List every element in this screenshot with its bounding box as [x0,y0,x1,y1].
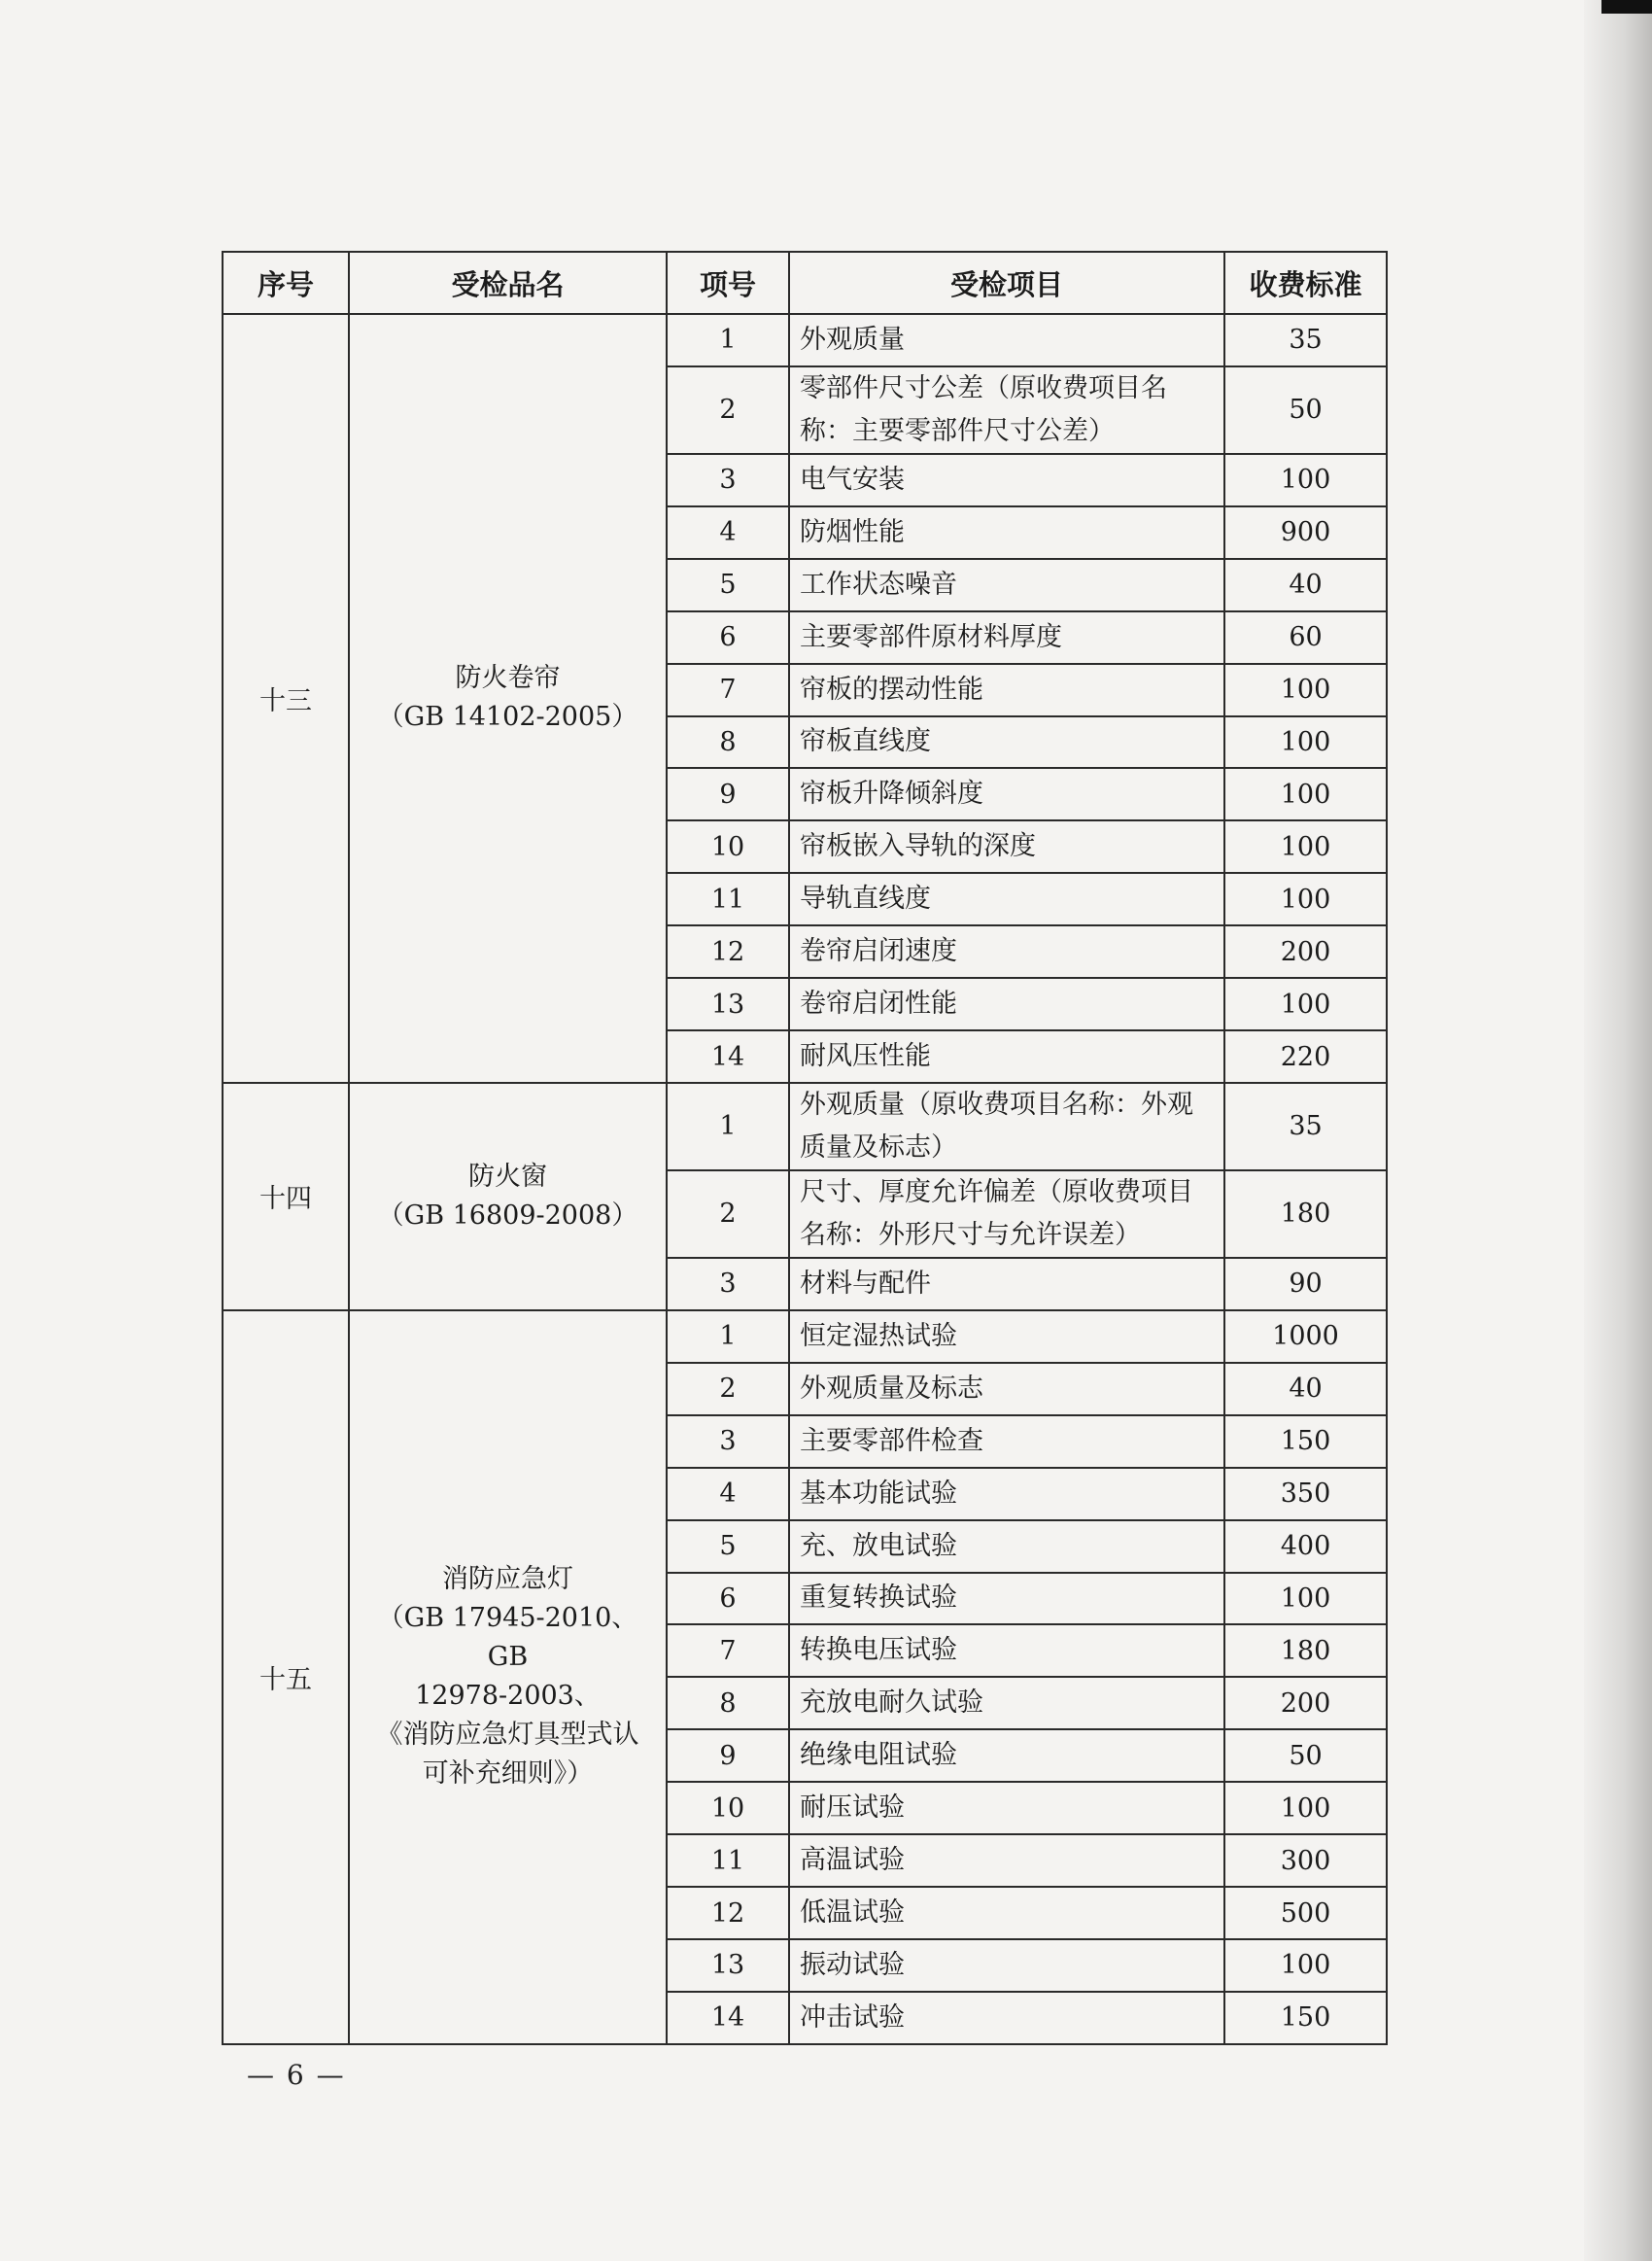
test-item: 重复转换试验 [789,1573,1224,1625]
product-name-line: （GB 16809-2008） [377,1200,638,1231]
fee-value: 90 [1224,1258,1387,1310]
header-fee: 收费标准 [1224,252,1387,314]
item-number: 1 [667,1310,789,1363]
test-item: 冲击试验 [789,1992,1224,2044]
item-number: 2 [667,366,789,454]
fee-value: 100 [1224,978,1387,1030]
test-item: 外观质量及标志 [789,1363,1224,1415]
item-number: 2 [667,1363,789,1415]
fee-value: 100 [1224,1782,1387,1834]
test-item: 外观质量（原收费项目名称：外观质量及标志） [789,1083,1224,1170]
test-item: 耐压试验 [789,1782,1224,1834]
fee-value: 200 [1224,1677,1387,1729]
fee-value: 100 [1224,820,1387,873]
fee-value: 200 [1224,925,1387,978]
fee-value: 100 [1224,768,1387,820]
fee-table-header [223,252,1387,314]
test-item: 绝缘电阻试验 [789,1729,1224,1782]
item-number: 5 [667,1520,789,1573]
item-number: 10 [667,820,789,873]
group-seq: 十四 [223,1083,349,1310]
fee-value: 500 [1224,1887,1387,1939]
test-item: 帘板的摆动性能 [789,664,1224,716]
test-item: 主要零部件原材料厚度 [789,611,1224,664]
product-name-line: 消防应急灯 [442,1564,573,1595]
test-item: 尺寸、厚度允许偏差（原收费项目名称：外形尺寸与允许误差） [789,1170,1224,1258]
fee-table-body [223,314,1387,2044]
fee-value: 35 [1224,1083,1387,1170]
item-number: 14 [667,1030,789,1083]
test-item: 卷帘启闭速度 [789,925,1224,978]
item-number: 1 [667,314,789,366]
item-number: 9 [667,1729,789,1782]
fee-value: 100 [1224,664,1387,716]
item-number: 10 [667,1782,789,1834]
test-item: 导轨直线度 [789,873,1224,925]
item-number: 6 [667,1573,789,1625]
test-item: 零部件尺寸公差（原收费项目名称：主要零部件尺寸公差） [789,366,1224,454]
test-item: 恒定湿热试验 [789,1310,1224,1363]
product-name-line: 防火卷帘 [455,663,561,694]
fee-value: 150 [1224,1992,1387,2044]
header-row [223,252,1387,314]
product-name-line: 《消防应急灯具型式认 [376,1720,639,1751]
fee-value: 100 [1224,873,1387,925]
group-seq: 十五 [223,1310,349,2044]
test-item: 低温试验 [789,1887,1224,1939]
item-number: 14 [667,1992,789,2044]
test-item: 防烟性能 [789,506,1224,559]
item-number: 9 [667,768,789,820]
item-number: 6 [667,611,789,664]
fee-value: 1000 [1224,1310,1387,1363]
table-row [223,314,1387,366]
test-item: 充放电耐久试验 [789,1677,1224,1729]
item-number: 13 [667,978,789,1030]
table-row [223,1310,1387,1363]
fee-value: 350 [1224,1468,1387,1520]
fee-value: 100 [1224,1573,1387,1625]
header-seq: 序号 [223,252,349,314]
page-edge-mark [1601,0,1652,14]
test-item: 工作状态噪音 [789,559,1224,611]
item-number: 3 [667,1258,789,1310]
item-number: 11 [667,1834,789,1887]
product-name-line: 12978-2003、 [415,1681,601,1712]
test-item: 高温试验 [789,1834,1224,1887]
product-name-line: （GB 14102-2005） [377,702,638,733]
item-number: 12 [667,1887,789,1939]
item-number: 7 [667,664,789,716]
item-number: 8 [667,1677,789,1729]
test-item: 电气安装 [789,454,1224,506]
item-number: 3 [667,1415,789,1468]
fee-value: 35 [1224,314,1387,366]
item-number: 11 [667,873,789,925]
item-number: 1 [667,1083,789,1170]
group-seq: 十三 [223,314,349,1083]
fee-table [222,251,1388,2045]
item-number: 5 [667,559,789,611]
page-edge-shadow [1584,0,1652,2261]
test-item: 帘板升降倾斜度 [789,768,1224,820]
product-name [349,1310,667,2044]
table-row [223,1083,1387,1170]
fee-value: 100 [1224,716,1387,769]
product-name-line: （GB 17945-2010、GB [377,1603,638,1673]
fee-value: 100 [1224,1939,1387,1992]
test-item: 转换电压试验 [789,1624,1224,1677]
fee-value: 40 [1224,1363,1387,1415]
fee-value: 150 [1224,1415,1387,1468]
fee-value: 60 [1224,611,1387,664]
fee-value: 300 [1224,1834,1387,1887]
item-number: 7 [667,1624,789,1677]
item-number: 4 [667,506,789,559]
item-number: 3 [667,454,789,506]
fee-value: 220 [1224,1030,1387,1083]
fee-value: 50 [1224,1729,1387,1782]
item-number: 2 [667,1170,789,1258]
fee-value: 50 [1224,366,1387,454]
test-item: 帘板嵌入导轨的深度 [789,820,1224,873]
test-item: 外观质量 [789,314,1224,366]
header-product-name: 受检品名 [349,252,667,314]
item-number: 8 [667,716,789,769]
fee-value: 100 [1224,454,1387,506]
test-item: 振动试验 [789,1939,1224,1992]
product-name [349,314,667,1083]
header-test-item: 受检项目 [789,252,1224,314]
test-item: 材料与配件 [789,1258,1224,1310]
test-item: 帘板直线度 [789,716,1224,769]
item-number: 12 [667,925,789,978]
test-item: 基本功能试验 [789,1468,1224,1520]
fee-value: 40 [1224,559,1387,611]
test-item: 充、放电试验 [789,1520,1224,1573]
fee-value: 400 [1224,1520,1387,1573]
test-item: 主要零部件检查 [789,1415,1224,1468]
product-name-line: 可补充细则》） [422,1758,594,1790]
fee-value: 180 [1224,1624,1387,1677]
header-item-no: 项号 [667,252,789,314]
fee-value: 180 [1224,1170,1387,1258]
page-number: — 6 — [247,2059,346,2091]
test-item: 卷帘启闭性能 [789,978,1224,1030]
item-number: 4 [667,1468,789,1520]
item-number: 13 [667,1939,789,1992]
product-name [349,1083,667,1310]
fee-value: 900 [1224,506,1387,559]
product-name-line: 防火窗 [468,1161,547,1192]
test-item: 耐风压性能 [789,1030,1224,1083]
